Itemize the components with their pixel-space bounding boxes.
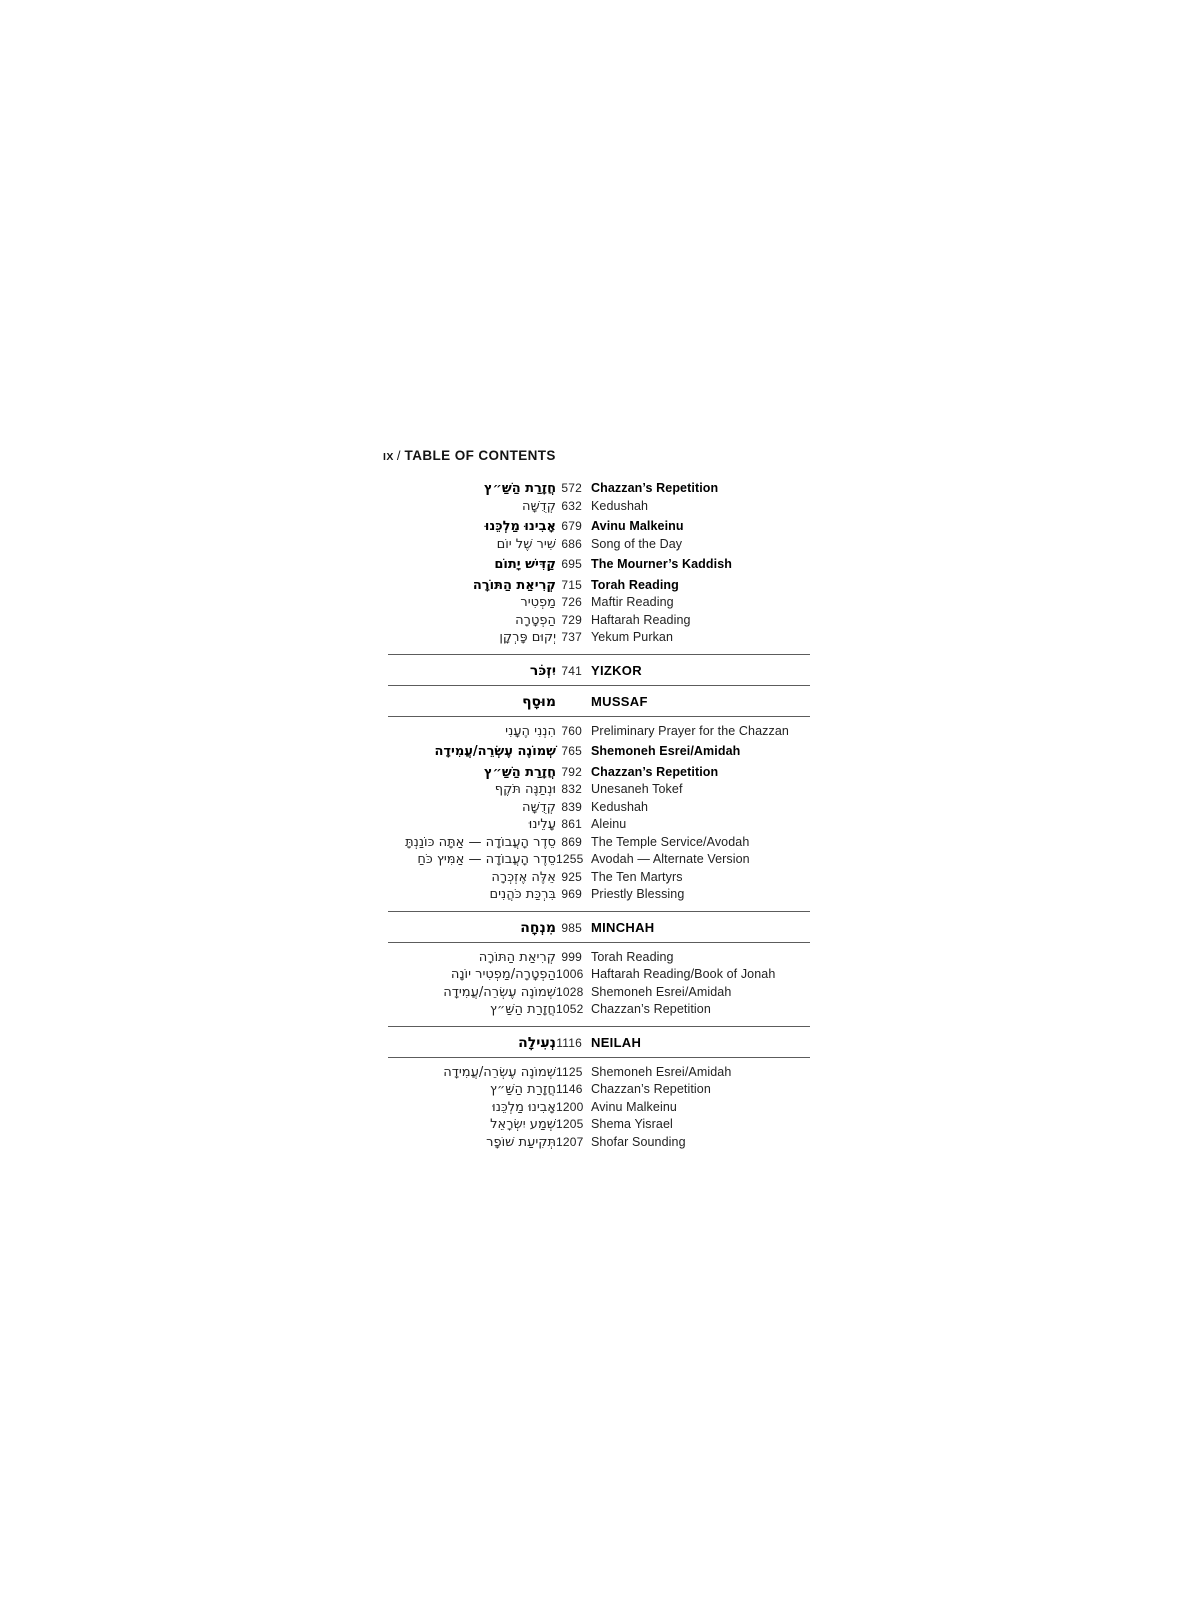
entry-group [388,949,810,1019]
entry-page-number: 1052 [556,1002,584,1016]
entry-page-number: 1207 [556,1134,584,1149]
entry-title: The Ten Martyrs [591,869,683,884]
entry-hebrew: קְדֻשָּׁה [521,799,556,815]
section-divider-rule [388,911,810,912]
entry-page-number: 1146 [556,1082,583,1096]
entry-hebrew: חֲזָרַת הַשַּׁ״ץ [489,1002,556,1017]
section-divider-rule [388,716,810,717]
toc-entry [388,612,810,630]
entry-title: Avodah — Alternate Version [591,852,750,866]
toc-entry [388,1001,810,1019]
entry-title: Avinu Malkeinu [591,519,684,533]
entry-title: Torah Reading [591,949,674,964]
entry-page-number: 861 [561,817,582,831]
entry-hebrew: חֲזָרַת הַשַּׁ״ץ [484,764,556,780]
entry-page-number: 572 [561,481,582,495]
toc-entry [388,1081,810,1099]
entry-hebrew: אָבִינוּ מַלְכֵּנוּ [492,1099,556,1115]
section-title: YIZKOR [591,662,642,678]
entry-group [388,723,810,904]
entry-title: Kedushah [591,498,649,513]
section-title: NEILAH [591,1034,642,1050]
entry-hebrew: שְׁמוֹנֶה עֶשְׂרֵה/עֲמִידָה [434,744,556,759]
entry-hebrew: יְקוּם פָּרְקָן [499,630,556,645]
toc-entry [388,1116,810,1134]
toc-entry [388,984,810,1002]
entry-title: Haftarah Reading/Book of Jonah [591,967,776,981]
section-hebrew: מוּסָף [522,693,556,710]
toc-entry [388,1134,810,1152]
entry-hebrew: אָבִינוּ מַלְכֵּנוּ [484,519,556,534]
toc-entry [388,1099,810,1117]
section-title: MINCHAH [591,919,655,935]
entry-page-number: 999 [561,949,582,964]
entry-hebrew: עָלֵינוּ [528,817,556,832]
entry-title: Chazzan’s Repetition [591,1082,711,1096]
entry-hebrew: סֵדֶר הָעֲבוֹדָה — אַמִּיץ כֹּחַ [417,852,556,867]
entry-title: Shema Yisrael [591,1117,673,1131]
entry-title: Shemoneh Esrei/Amidah [591,744,741,758]
section-header-row [388,692,810,712]
section-page-number: 741 [561,663,582,678]
toc-entry [388,834,810,852]
entry-page-number: 737 [561,630,582,644]
section-divider-rule [388,1057,810,1058]
toc-entry [388,629,810,647]
entry-page-number: 832 [561,782,582,796]
entry-title: Yekum Purkan [591,630,674,644]
section-hebrew: מִנְחָה [520,919,556,936]
entry-page-number: 695 [561,557,582,571]
entry-title: Shofar Sounding [591,1134,686,1149]
toc-entry [388,577,810,595]
entry-title: Aleinu [591,817,627,831]
section-divider-rule [388,685,810,686]
entry-page-number: 686 [561,536,582,551]
entry-page-number: 869 [561,834,582,849]
toc-entry [388,518,810,536]
entry-title: Song of the Day [591,536,683,551]
toc-entry [388,781,810,799]
toc-entry [388,743,810,761]
entry-title: Haftarah Reading [591,612,691,627]
entry-title: Chazzan’s Repetition [591,481,719,495]
entry-hebrew: קְרִיאַת הַתּוֹרָה [478,949,556,965]
entry-hebrew: קַדִּישׁ יָתוֹם [494,557,556,572]
entry-title: Torah Reading [591,577,679,592]
entry-hebrew: תְּקִיעַת שׁוֹפָר [486,1134,556,1150]
section-hebrew: יִזְכֹּר [529,662,556,679]
page-header [383,447,556,465]
toc-entry [388,949,810,967]
entry-page-number: 1125 [556,1064,583,1079]
entry-hebrew: סֵדֶר הָעֲבוֹדָה — אַתָּה כּוֹנַנְתָּ [405,834,556,850]
entry-title: Shemoneh Esrei/Amidah [591,984,732,999]
toc-entry [388,723,810,741]
toc-entry [388,1064,810,1082]
entry-page-number: 839 [561,799,582,814]
toc-entry [388,886,810,904]
entry-hebrew: חֲזָרַת הַשַּׁ״ץ [484,481,556,496]
section-page-number: 1116 [556,1035,582,1050]
entry-hebrew: שִׁיר שֶׁל יוֹם [496,536,556,552]
entry-title: Kedushah [591,799,649,814]
entry-title: Priestly Blessing [591,887,685,901]
entry-page-number: 765 [561,744,582,758]
entry-page-number: 1205 [556,1117,584,1131]
toc-entry [388,556,810,574]
toc-entry [388,764,810,782]
entry-hebrew: חֲזָרַת הַשַּׁ״ץ [489,1082,556,1097]
toc-entry [388,869,810,887]
entry-page-number: 792 [561,764,582,779]
toc-entry [388,480,810,498]
entry-title: Chazzan’s Repetition [591,764,719,779]
entry-title: The Mourner’s Kaddish [591,557,733,571]
entry-page-number: 679 [561,519,582,533]
toc-list [388,477,810,1151]
entry-hebrew: שְׁמוֹנֶה עֶשְׂרֵה/עֲמִידָה [443,984,556,1000]
entry-page-number: 729 [561,612,582,627]
entry-title: Maftir Reading [591,595,674,609]
toc-entry [388,966,810,984]
section-header-row [388,661,810,681]
section-divider-rule [388,942,810,943]
entry-hebrew: מַפְטִיר [520,595,556,610]
entry-title: Unesaneh Tokef [591,782,683,796]
entry-page-number: 969 [561,887,582,901]
toc-entry [388,851,810,869]
page-title: TABLE OF CONTENTS [404,448,556,463]
toc-entry [388,799,810,817]
entry-page-number: 1028 [556,984,584,999]
toc-entry [388,498,810,516]
entry-page-number: 715 [561,577,582,592]
entry-hebrew: קְדֻשָּׁה [521,498,556,514]
entry-hebrew: קְרִיאַת הַתּוֹרָה [472,577,556,593]
toc-entry [388,816,810,834]
section-title: MUSSAF [591,693,648,709]
entry-group [388,480,810,647]
entry-page-number: 925 [561,869,582,884]
page-number-roman: IX [383,451,394,463]
section-page-number: 985 [561,920,582,935]
entry-page-number: 726 [561,595,582,609]
section-divider-rule [388,654,810,655]
entry-hebrew: הִנְנִי הֶעָנִי [505,723,556,739]
section-divider-rule [388,1026,810,1027]
entry-page-number: 1255 [556,852,584,866]
entry-group [388,1064,810,1152]
entry-page-number: 1006 [556,967,584,981]
entry-hebrew: בִּרְכַּת כֹּהֲנִים [489,887,556,902]
section-hebrew: נְעִילָה [518,1034,556,1051]
entry-hebrew: הַפְטָרָה/מַפְטִיר יוֹנָה [450,967,556,982]
entry-title: Chazzan’s Repetition [591,1002,711,1016]
entry-hebrew: שְׁמַע יִשְׂרָאֵל [490,1117,556,1132]
toc-entry [388,594,810,612]
entry-title: Preliminary Prayer for the Chazzan [591,723,789,738]
header-separator: / [396,448,401,463]
entry-hebrew: הַפְטָרָה [515,612,556,628]
entry-page-number: 632 [561,498,582,513]
entry-page-number: 760 [561,723,582,738]
entry-title: The Temple Service/Avodah [591,834,750,849]
entry-hebrew: וּנְתַנֶּה תֹּקֶף [494,782,556,797]
section-header-row [388,1033,810,1053]
toc-entry [388,536,810,554]
entry-hebrew: אֵלֶּה אֶזְכְּרָה [491,869,556,885]
section-header-row [388,918,810,938]
entry-title: Avinu Malkeinu [591,1099,677,1114]
entry-page-number: 1200 [556,1099,584,1114]
entry-title: Shemoneh Esrei/Amidah [591,1064,732,1079]
entry-hebrew: שְׁמוֹנֶה עֶשְׂרֵה/עֲמִידָה [443,1064,556,1080]
